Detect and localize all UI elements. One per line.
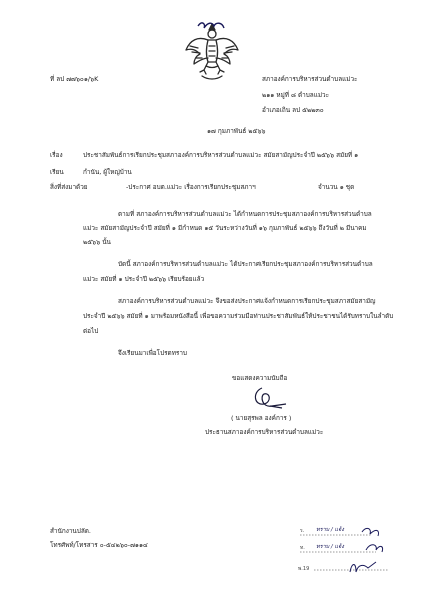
document-date: ๑๗ กุมภาพันธ์ ๒๕๖๖ [207,127,266,135]
org-address-line-2: ๒๑๑ หมู่ที่ ๘ ตำบลแม่วะ [262,91,330,99]
approval-row-prefix: ท. [300,545,305,551]
document-number: ที่ ลป ๗๗๖๐๑/๖K [50,75,99,83]
enclosure-text: -ประกาศ อบต.แม่วะ เรื่องการเรียกประชุมสภาฯ [126,183,256,191]
signatory-name: ( นายสุรพล องค์การ ) [231,414,292,422]
enclosure-label: สิ่งที่ส่งมาด้วย [50,183,88,191]
office-phone: โทรศัพท์/โทรสาร ๐-๕๔๒๖๐-๗๑๑๔ [50,541,148,549]
paragraph-3-line: ประจำปี ๒๕๖๖ สมัยที่ ๑ มาพร้อมหนังสือนี้ เพื่อขอความร่วมมือท่านประชาสัมพันธ์ให้ประชาชนได้รับทราบในลำดับ [83,312,394,320]
to-text: กำนัน, ผู้ใหญ่บ้าน [83,168,132,176]
org-address-line-3: อำเภอเถิน ลป ๕๒๒๓๐ [262,106,324,114]
signature-closing: ขอแสดงความนับถือ [232,374,288,382]
subject-label: เรื่อง [50,151,63,159]
enclosure-count: จำนวน ๑ ชุด [318,183,355,191]
paragraph-1-line: ๒๕๖๖ นั้น [83,238,111,246]
paragraph-1-line: ตามที่ สภาองค์การบริหารส่วนตำบลแม่วะ ได้กำหนดการประชุมสภาองค์การบริหารส่วนตำบล [118,210,372,218]
paragraph-3-line: สภาองค์การบริหารส่วนตำบลแม่วะ จึงขอส่งประกาศแจ้งกำหนดการเรียกประชุมสภาสมัยสามัญ [118,297,376,305]
subject-text: ประชาสัมพันธ์การเรียกประชุมสภาองค์การบริหารส่วนตำบลแม่วะ สมัยสามัญประจำปี ๒๕๖๖ สมัยที่ ๑ [83,151,359,159]
paragraph-2-line: บัดนี้ สภาองค์การบริหารส่วนตำบลแม่วะ ได้ประกาศเรียกประชุมสภาองค์การบริหารส่วนตำบล [118,260,373,268]
to-label: เรียน [50,168,64,176]
paragraph-1-line: แม่วะ สมัยสามัญประจำปี สมัยที่ ๑ มีกำหนด ๑๕ วันระหว่างวันที่ ๑๖ กุมภาพันธ์ ๒๕๖๖ ถึงวันที่ ๒ มีนาคม [83,224,367,232]
garuda-emblem [184,18,240,84]
org-address-line-1: สภาองค์การบริหารส่วนตำบลแม่วะ [262,75,358,83]
office-name: สำนักงานปลัด. [50,527,91,535]
paragraph-2-line: แม่วะ สมัยที่ ๑ ประจำปี ๒๕๖๖ เรียบร้อยแล้ว [83,275,205,283]
approval-row-handwriting: ทราบ / แจ้ง [316,544,344,550]
signatory-position: ประธานสภาองค์การบริหารส่วนตำบลแม่วะ [205,428,324,436]
approval-row-prefix: ร. [300,528,305,534]
chairman-signature [242,384,298,414]
paragraph-3-line: ต่อไป [83,327,99,335]
approval-row-handwriting: ทราบ / แจ้ง [316,527,344,533]
approval-handwriting-marks [292,524,416,578]
approval-row-prefix: พ.19 [298,566,310,572]
closing-request: จึงเรียนมาเพื่อโปรดทราบ [118,349,187,357]
